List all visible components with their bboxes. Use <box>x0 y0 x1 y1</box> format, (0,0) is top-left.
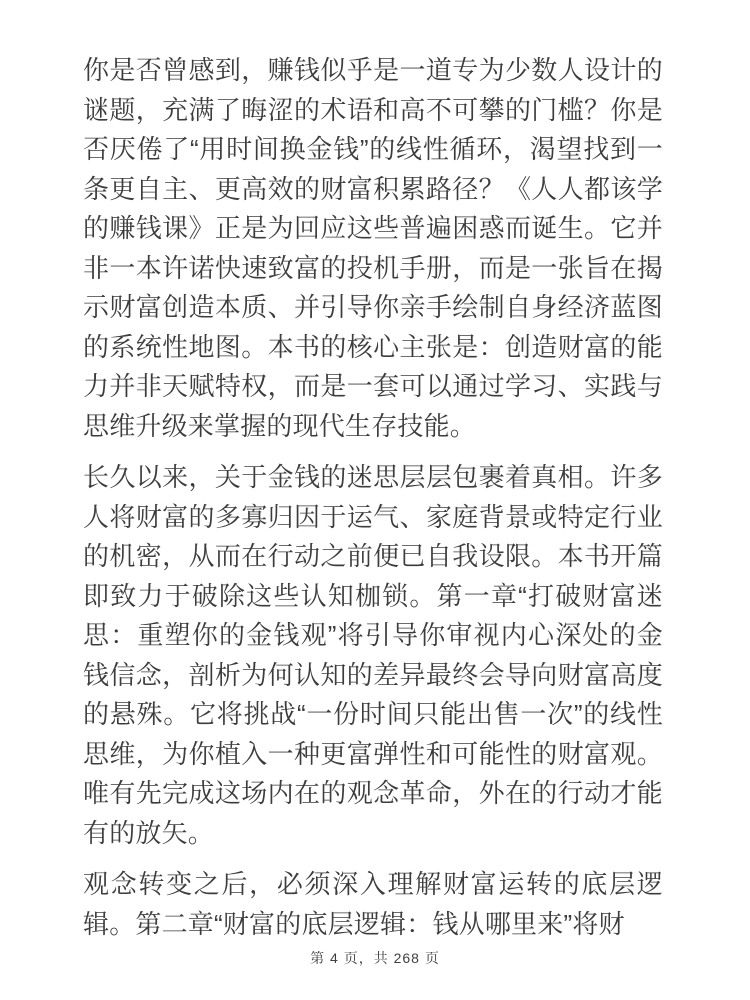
paragraph-2: 长久以来，关于金钱的迷思层层包裹着真相。许多人将财富的多寡归因于运气、家庭背景或特定行业的机密，从而在行动之前便已自我设限。本书开篇即致力于破除这些认知枷锁。第一章“打破财富迷思：重塑你的金钱观”将引导你审视内心深处的金钱信念，剖析为何认知的差异最终会导向财富高度的悬殊。它将挑战“一份时间只能出售一次”的线性思维，为你植入一种更富弹性和可能性的财富观。唯有先完成这场内在的观念革命，外在的行动才能有的放矢。 <box>83 462 663 848</box>
page-text-content <box>83 51 663 956</box>
page-number-footer: 第 4 页，共 268 页 <box>310 950 440 966</box>
paragraph-3-truncated: 观念转变之后，必须深入理解财富运转的底层逻辑。第二章“财富的底层逻辑：钱从哪里来”将财 <box>83 869 663 939</box>
paragraph-1: 你是否曾感到，赚钱似乎是一道专为少数人设计的谜题，充满了晦涩的术语和高不可攀的门槛？你是否厌倦了“用时间换金钱”的线性循环，渴望找到一条更自主、更高效的财富积累路径？《人人都该学的赚钱课》正是为回应这些普遍困惑而诞生。它并非一本许诺快速致富的投机手册，而是一张旨在揭示财富创造本质、并引导你亲手绘制自身经济蓝图的系统性地图。本书的核心主张是：创造财富的能力并非天赋特权，而是一套可以通过学习、实践与思维升级来掌握的现代生存技能。 <box>83 55 663 441</box>
